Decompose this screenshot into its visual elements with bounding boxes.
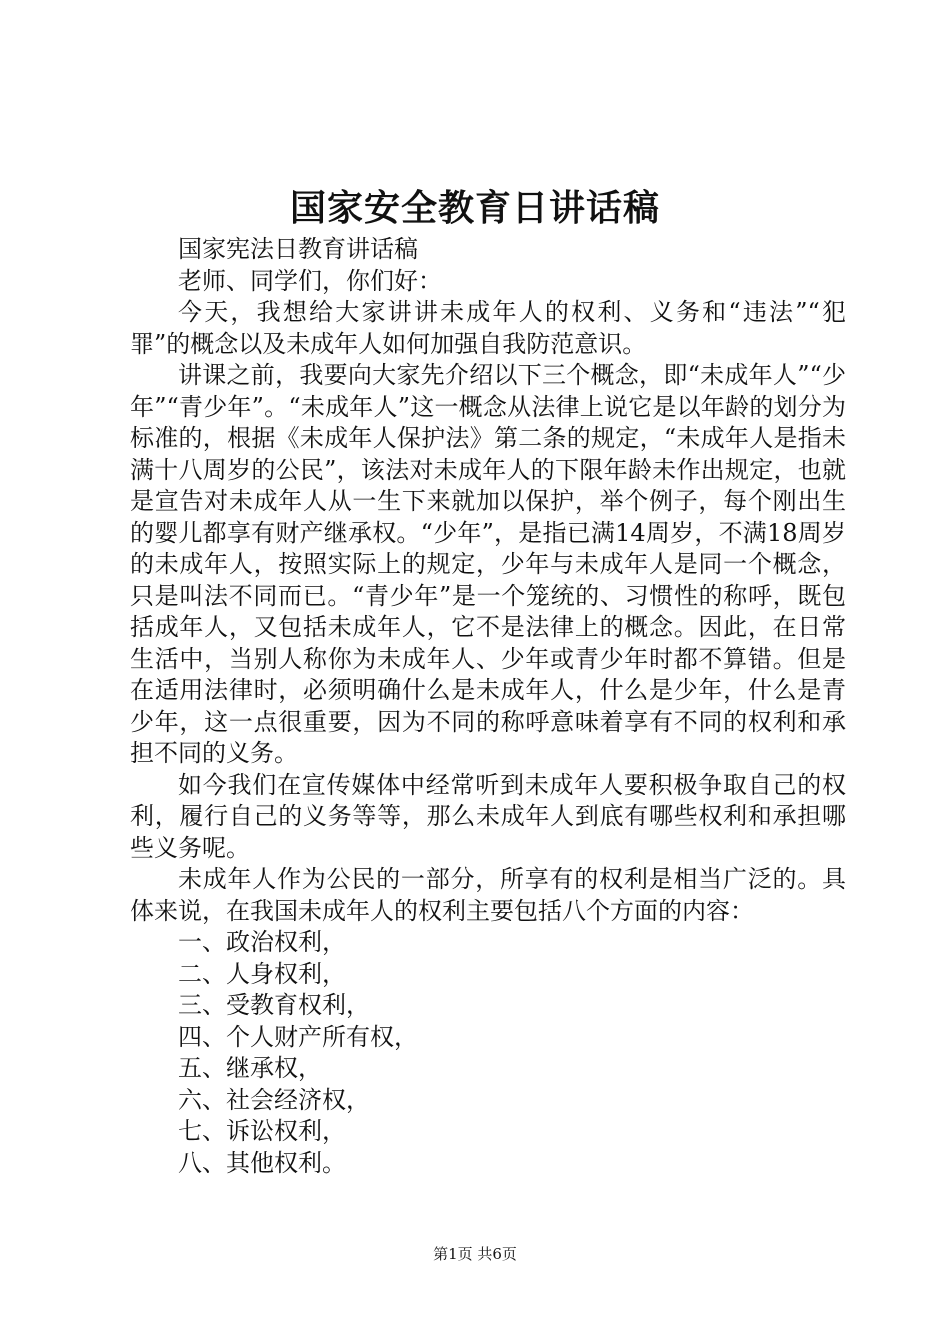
document-body (130, 234, 846, 1179)
paragraph-rights-overview: 未成年人作为公民的一部分，所享有的权利是相当广泛的。具体来说，在我国未成年人的权利主要包括八个方面的内容： (130, 865, 846, 925)
list-item-right-3: 三、受教育权利， (178, 991, 370, 1019)
list-item-right-2: 二、人身权利， (178, 959, 346, 988)
paragraph-concepts: 讲课之前，我要向大家先介绍以下三个概念，即“未成年人”“少年”“青少年”。“未成年人”这一概念从法律上说它是以年龄的划分为标准的，根据《未成年人保护法》第二条的规定，“未成年人是指未满十八周岁的公民”，该法对未成年人的下限年龄未作出规定，也就是宣告对未成年人从一生下来就加以保护，举个例子，每个刚出生的婴儿都享有财产继承权。“少年”，是指已满14周岁，不满18周岁的未成年人，按照实际上的规定，少年与未成年人是同一个概念，只是叫法不同而已。“青少年”是一个笼统的、习惯性的称呼，既包括成年人，又包括未成年人，它不是法律上的概念。因此，在日常生活中，当别人称你为未成年人、少年或青少年时都不算错。但是在适用法律时，必须明确什么是未成年人，什么是少年，什么是青少年，这一点很重要，因为不同的称呼意味着享有不同的权利和承担不同的义务。 (130, 361, 846, 767)
document-title: 国家安全教育日讲话稿 (289, 187, 660, 229)
list-item-right-5: 五、继承权， (178, 1054, 322, 1082)
list-item-right-1: 一、政治权利， (178, 928, 346, 956)
paragraph-greeting: 老师、同学们，你们好： (178, 266, 442, 295)
list-item-right-6: 六、社会经济权， (178, 1085, 370, 1114)
list-item-right-4: 四、个人财产所有权， (178, 1022, 418, 1051)
page-number-footer: 第1页 共6页 (433, 1245, 517, 1263)
paragraph-subtitle: 国家宪法日教育讲话稿 (178, 235, 418, 263)
list-item-right-7: 七、诉讼权利， (178, 1117, 346, 1145)
list-item-right-8: 八、其他权利。 (178, 1148, 346, 1177)
paragraph-rights-question: 如今我们在宣传媒体中经常听到未成年人要积极争取自己的权利，履行自己的义务等等，那么未成年人到底有哪些权利和承担哪些义务呢。 (130, 770, 846, 862)
paragraph-intro: 今天，我想给大家讲讲未成年人的权利、义务和“违法”“犯罪”的概念以及未成年人如何加强自我防范意识。 (130, 298, 846, 358)
